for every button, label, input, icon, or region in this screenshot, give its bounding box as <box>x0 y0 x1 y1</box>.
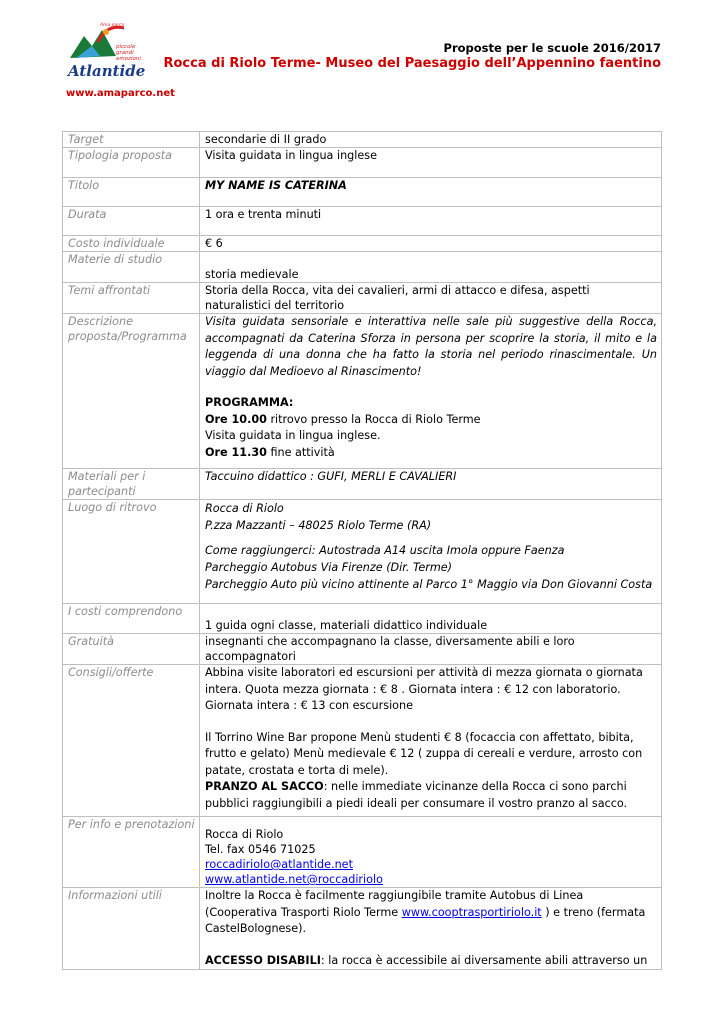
utili-para-2 <box>205 953 657 970</box>
logo-tag-2: grandi <box>116 50 134 56</box>
accesso-disabili-heading: ACCESSO DISABILI <box>205 953 321 967</box>
value-target: secondarie di II grado <box>200 132 662 148</box>
row-materiali <box>63 469 662 500</box>
luogo-line-3: Come raggiungerci: Autostrada A14 uscita Imola oppure Faenza <box>205 544 565 557</box>
row-descrizione <box>63 314 662 469</box>
label-info: Per info e prenotazioni <box>63 817 200 888</box>
label-durata: Durata <box>63 207 200 236</box>
consigli-para-2: Il Torrino Wine Bar propone Menù studenti € 8 (focaccia con affettato, bibita, frutto e gelato) Menù medievale € 12 ( zuppa di cereali e verdure, arrosto con patate, crostata e torta di mele). <box>205 730 643 777</box>
luogo-line-1: Rocca di Riolo <box>205 502 284 515</box>
row-info <box>63 817 662 888</box>
info-line-1: Rocca di Riolo <box>205 828 284 841</box>
programma-time-1: Ore 10.00 <box>205 412 267 426</box>
info-web-link[interactable]: www.atlantide.net@roccadiriolo <box>205 873 383 886</box>
header-museum-title: Rocca di Riolo Terme- Museo del Paesaggio dell’Appennino faentino <box>163 56 661 71</box>
label-consigli: Consigli/offerte <box>63 665 200 817</box>
row-luogo <box>63 500 662 604</box>
row-target <box>63 132 662 148</box>
row-costo <box>63 236 662 252</box>
row-consigli <box>63 665 662 817</box>
value-costi: 1 guida ogni classe, materiali didattico individuale <box>205 619 488 632</box>
label-materie: Materie di studio <box>63 252 200 283</box>
logo-wordmark: Atlantide <box>68 62 146 80</box>
label-luogo: Luogo di ritrovo <box>63 500 200 604</box>
header-schools-year: Proposte per le scuole 2016/2017 <box>443 41 661 55</box>
row-titolo <box>63 178 662 207</box>
row-gratuita <box>63 634 662 665</box>
value-tipologia: Visita guidata in lingua inglese <box>200 148 662 178</box>
pranzo-text: : nelle immediate vicinanze della Rocca ci sono parchi pubblici raggiungibili a piedi ideali per consumare il vostro pranzo al sacco. <box>205 780 628 810</box>
label-tipologia: Tipologia proposta <box>63 148 200 178</box>
consigli-para-1: Abbina visite laboratori ed escursioni per attività di mezza giornata o giornata intera. Quota mezza giornata : € 8 . Giornata intera : € 12 con laboratorio. Giornata intera : € 13 con escursione <box>205 666 643 712</box>
utili-text-1a: Inoltre la Rocca è facilmente raggiungibile tramite Autobus di Linea (Cooperativa Trasporti Riolo Terme <box>205 889 584 919</box>
value-temi: Storia della Rocca, vita dei cavalieri, armi di attacco e difesa, aspetti naturalistici del territorio <box>200 283 662 314</box>
info-email-link[interactable]: roccadiriolo@atlantide.net <box>205 858 353 871</box>
programma-text-3: fine attività <box>266 445 335 459</box>
site-url[interactable]: www.amaparco.net <box>66 88 175 99</box>
programma-heading: PROGRAMMA: <box>205 396 294 409</box>
atlantide-logo <box>62 22 172 84</box>
utili-para-1 <box>205 888 657 938</box>
logo-tag-3: emozioni <box>116 56 141 62</box>
row-durata <box>63 207 662 236</box>
value-durata: 1 ora e trenta minuti <box>200 207 662 236</box>
label-costo: Costo individuale <box>63 236 200 252</box>
luogo-line-2: P.zza Mazzanti – 48025 Riolo Terme (RA) <box>205 519 432 532</box>
proposal-table <box>62 131 662 970</box>
value-costo: € 6 <box>200 236 662 252</box>
label-temi: Temi affrontati <box>63 283 200 314</box>
programma-text-1: ritrovo presso la Rocca di Riolo Terme <box>266 412 481 426</box>
label-descrizione: Descrizione proposta/Programma <box>63 314 200 469</box>
row-materie <box>63 252 662 283</box>
utili-text-1b: ) e treno (fermata CastelBolognese). <box>205 905 646 935</box>
row-tipologia <box>63 148 662 178</box>
logo-tag-1: piccole <box>116 44 136 50</box>
programma-item-1 <box>205 412 657 429</box>
programma-time-3: Ore 11.30 <box>205 445 267 459</box>
luogo-line-5: Parcheggio Auto più vicino attinente al Parco 1° Maggio via Don Giovanni Costa <box>205 578 653 591</box>
row-utili <box>63 888 662 970</box>
consigli-para-3 <box>205 779 657 812</box>
programma-item-2: Visita guidata in lingua inglese. <box>205 429 381 442</box>
row-temi <box>63 283 662 314</box>
info-line-2: Tel. fax 0546 71025 <box>205 843 316 856</box>
value-gratuita: insegnanti che accompagnano la classe, diversamente abili e loro accompagnatori <box>200 634 662 665</box>
pranzo-heading: PRANZO AL SACCO <box>205 780 324 793</box>
label-costi: I costi comprendono <box>63 604 200 634</box>
row-costi <box>63 604 662 634</box>
value-titolo: MY NAME IS CATERINA <box>200 178 662 207</box>
logo-arc-text: Ama parco <box>100 23 125 28</box>
accesso-disabili-text: : la rocca è accessibile ai diversamente abili attraverso un <box>320 953 648 967</box>
luogo-line-4: Parcheggio Autobus Via Firenze (Dir. Terme) <box>205 561 453 574</box>
logo-sun <box>103 29 109 35</box>
label-target: Target <box>63 132 200 148</box>
value-materie: storia medievale <box>205 268 299 281</box>
value-descrizione: Visita guidata sensoriale e interattiva nelle sale più suggestive della Rocca, accompagnati da Caterina Sforza in persona per scoprire la storia, il mito e la leggenda di una donna che ha fatto la storia nel periodo rinascimentale. Un viaggio dal Medioevo al Rinascimento! <box>205 315 657 378</box>
label-titolo: Titolo <box>63 178 200 207</box>
label-materiali: Materiali per i partecipanti <box>63 469 200 500</box>
value-materiali: Taccuino didattico : GUFI, MERLI E CAVALIERI <box>200 469 662 500</box>
programma-item-3 <box>205 445 657 462</box>
coop-trasporti-link[interactable]: www.cooptrasportiriolo.it <box>401 905 542 919</box>
label-utili: Informazioni utili <box>63 888 200 970</box>
label-gratuita: Gratuità <box>63 634 200 665</box>
